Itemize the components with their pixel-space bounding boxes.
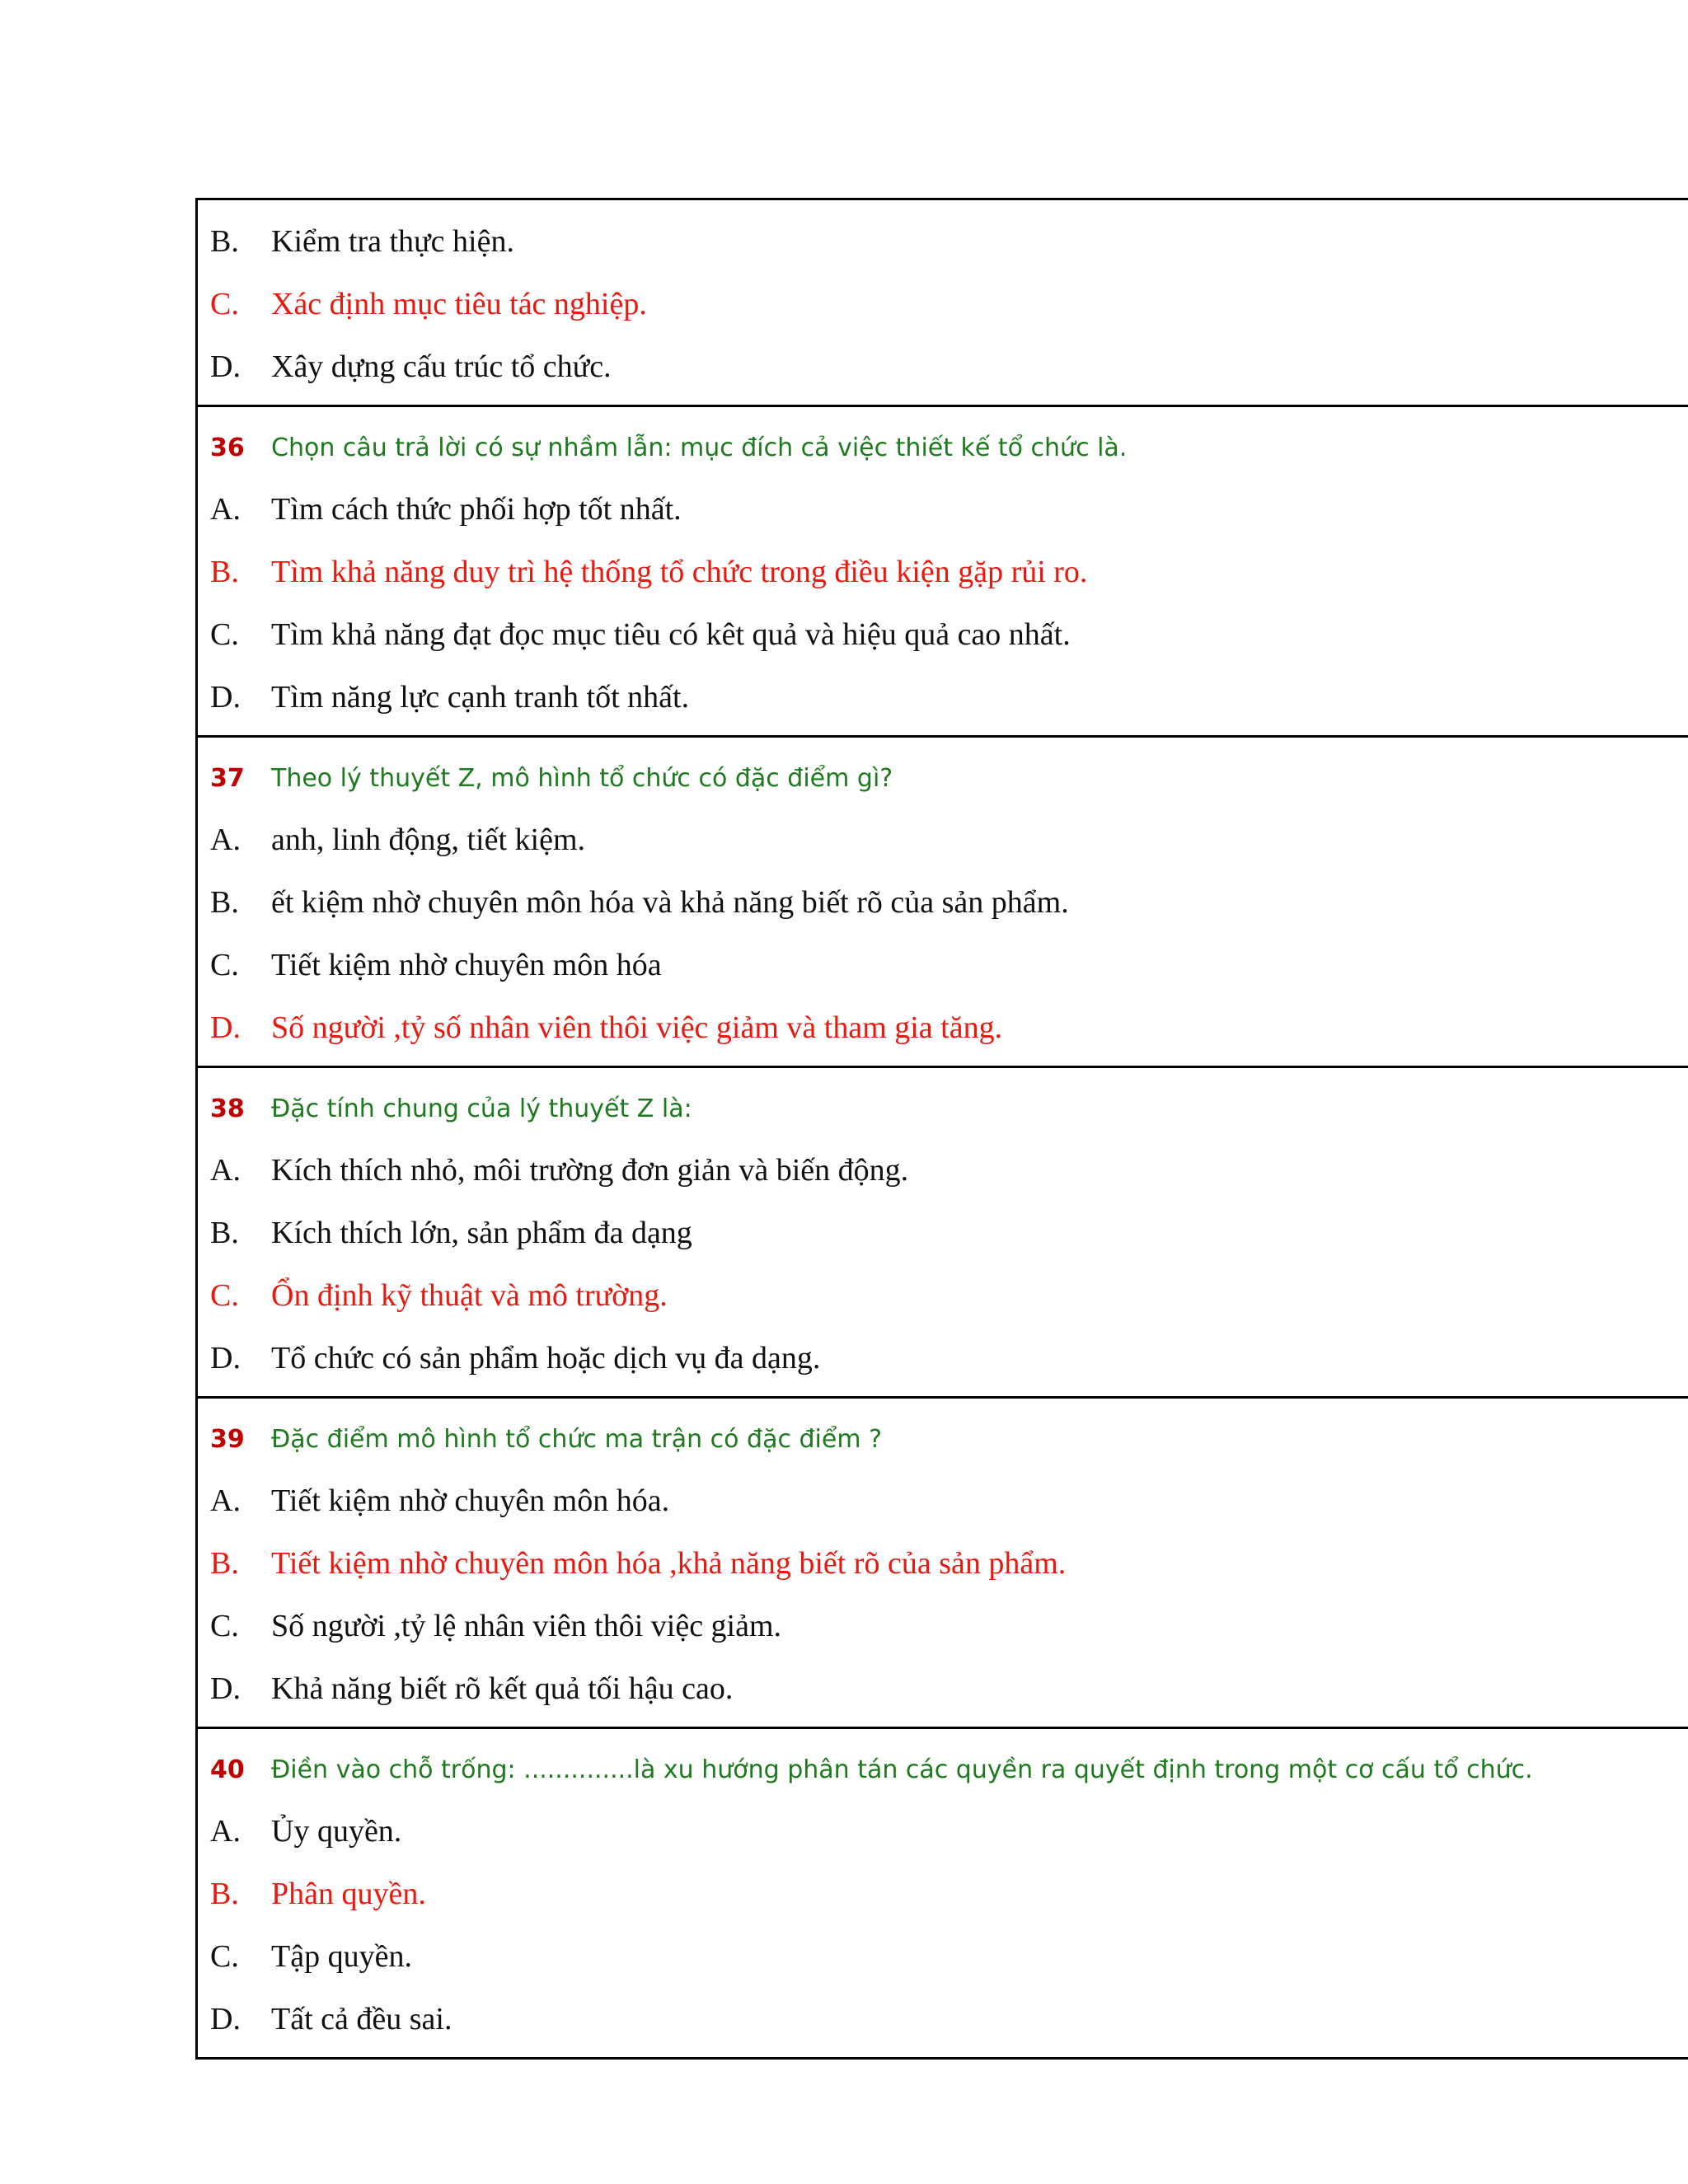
option-text: Tiết kiệm nhờ chuyên môn hóa.	[271, 1483, 670, 1518]
option-letter: A.	[210, 1814, 241, 1849]
option-letter: D.	[210, 2002, 241, 2036]
question-number: 36	[210, 433, 245, 462]
question-number: 40	[210, 1755, 245, 1784]
option-letter: D.	[210, 1010, 241, 1045]
option-text: Xây dựng cấu trúc tổ chức.	[271, 349, 612, 384]
option-text: Ủy quyền.	[271, 1814, 402, 1849]
question-header	[198, 1739, 1688, 1800]
option-letter: C.	[210, 1278, 239, 1313]
question-block-37	[198, 738, 1688, 1068]
option-letter: C.	[210, 1939, 239, 1974]
question-text: Chọn câu trả lời có sự nhầm lẫn: mục đích cả việc thiết kế tổ chức là.	[271, 433, 1128, 462]
option-letter: C.	[210, 948, 239, 982]
answer-option	[198, 1469, 1688, 1532]
option-text: Tập quyền.	[271, 1939, 412, 1974]
option-letter: B.	[210, 555, 239, 589]
answer-option	[198, 541, 1688, 603]
option-letter: C.	[210, 1609, 239, 1643]
answer-option	[198, 1657, 1688, 1720]
answer-option	[198, 871, 1688, 934]
option-letter: B.	[210, 1546, 239, 1581]
option-text: Khả năng biết rõ kết quả tối hậu cao.	[271, 1671, 734, 1706]
option-text: Ổn định kỹ thuật và mô trường.	[271, 1278, 668, 1313]
question-block-36	[198, 407, 1688, 738]
option-text: Tìm khả năng đạt đọc mục tiêu có kêt quả và hiệu quả cao nhất.	[271, 617, 1071, 652]
option-letter: A.	[210, 823, 241, 857]
question-header	[198, 1078, 1688, 1139]
option-letter: D.	[210, 680, 241, 715]
option-text: Tìm khả năng duy trì hệ thống tổ chức trong điều kiện gặp rủi ro.	[271, 555, 1088, 589]
option-letter: A.	[210, 1153, 241, 1188]
answer-option	[198, 808, 1688, 871]
option-text: Tìm năng lực cạnh tranh tốt nhất.	[271, 680, 690, 715]
question-header	[198, 748, 1688, 808]
option-text: anh, linh động, tiết kiệm.	[271, 823, 586, 857]
option-text: Xác định mục tiêu tác nghiệp.	[271, 287, 647, 321]
question-number: 37	[210, 763, 245, 793]
option-text: ết kiệm nhờ chuyên môn hóa và khả năng biết rõ của sản phẩm.	[271, 885, 1069, 920]
answer-option	[198, 273, 1688, 335]
question-text: Đặc tính chung của lý thuyết Z là:	[271, 1094, 692, 1123]
answer-option	[198, 1595, 1688, 1657]
answer-option	[198, 1532, 1688, 1595]
option-text: Tìm cách thức phối hợp tốt nhất.	[271, 492, 682, 527]
question-header	[198, 417, 1688, 478]
option-letter: A.	[210, 1483, 241, 1518]
answer-option	[198, 478, 1688, 541]
question-block-39	[198, 1399, 1688, 1729]
option-text: Tiết kiệm nhờ chuyên môn hóa ,khả năng biết rõ của sản phẩm.	[271, 1546, 1067, 1581]
option-letter: B.	[210, 224, 239, 259]
question-text: Theo lý thuyết Z, mô hình tổ chức có đặc điểm gì?	[271, 763, 893, 793]
option-letter: D.	[210, 1341, 241, 1376]
option-text: Số người ,tỷ số nhân viên thôi việc giảm và tham gia tăng.	[271, 1010, 1003, 1045]
option-text: Kích thích lớn, sản phẩm đa dạng	[271, 1216, 692, 1250]
option-text: Số người ,tỷ lệ nhân viên thôi việc giảm.	[271, 1609, 782, 1643]
answer-option	[198, 335, 1688, 398]
option-letter: D.	[210, 349, 241, 384]
question-block-40	[198, 1729, 1688, 2060]
question-number: 38	[210, 1094, 245, 1123]
answer-option	[198, 1202, 1688, 1264]
answer-option	[198, 1863, 1688, 1925]
answer-option	[198, 1925, 1688, 1988]
option-letter: C.	[210, 617, 239, 652]
option-letter: B.	[210, 1216, 239, 1250]
option-letter: A.	[210, 492, 241, 527]
option-text: Tổ chức có sản phẩm hoặc dịch vụ đa dạng.	[271, 1341, 821, 1376]
answer-option	[198, 1327, 1688, 1390]
question-number: 39	[210, 1424, 245, 1454]
option-letter: B.	[210, 1877, 239, 1911]
question-text: Đặc điểm mô hình tổ chức ma trận có đặc điểm ?	[271, 1424, 883, 1454]
answer-option	[198, 1139, 1688, 1202]
option-letter: B.	[210, 885, 239, 920]
answer-option	[198, 996, 1688, 1059]
answer-option	[198, 603, 1688, 666]
option-text: Kiểm tra thực hiện.	[271, 224, 514, 259]
option-letter: C.	[210, 287, 239, 321]
option-text: Kích thích nhỏ, môi trường đơn giản và biến động.	[271, 1153, 909, 1188]
option-text: Phân quyền.	[271, 1877, 426, 1911]
answer-option	[198, 934, 1688, 996]
answer-option	[198, 666, 1688, 729]
answer-option	[198, 1988, 1688, 2050]
quiz-table	[195, 198, 1688, 2060]
question-block-38	[198, 1068, 1688, 1399]
answer-option	[198, 1800, 1688, 1863]
question-header	[198, 1408, 1688, 1469]
option-letter: D.	[210, 1671, 241, 1706]
option-text: Tiết kiệm nhờ chuyên môn hóa	[271, 948, 662, 982]
answer-option	[198, 210, 1688, 273]
question-text: Điền vào chỗ trống: ..............là xu hướng phân tán các quyền ra quyết định trong một cơ cấu tổ chức.	[271, 1755, 1533, 1784]
answer-option	[198, 1264, 1688, 1327]
question-block-35-continued	[198, 200, 1688, 407]
option-text: Tất cả đều sai.	[271, 2002, 452, 2036]
